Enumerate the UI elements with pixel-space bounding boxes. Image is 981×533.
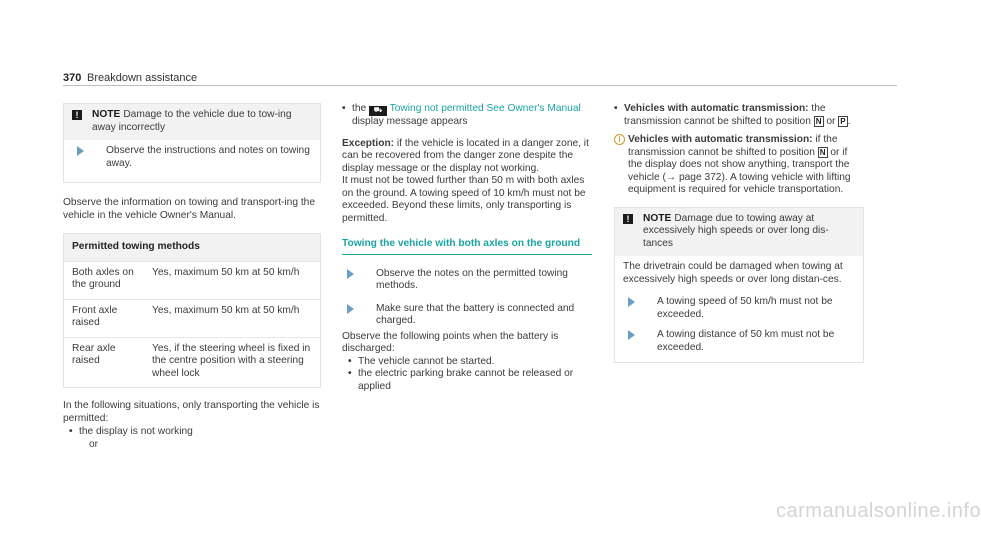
page-number: 370 — [63, 72, 82, 84]
list-item: • The vehicle cannot be started. — [348, 355, 495, 367]
situations-intro: In the following situations, only transporting the vehicle is permitted: — [63, 400, 320, 424]
towing-methods-table — [63, 233, 321, 388]
display-message-link[interactable]: Towing not permitted See Owner's Manual — [389, 103, 581, 114]
info-icon: i — [614, 134, 625, 145]
limits-paragraph: It must not be towed further than 50 m with both axles on the ground. A towing speed of 10 km/h must not be exceeded. Beyond these limits, only transporting is permitted. — [342, 175, 586, 224]
arrow-reference-icon: → — [665, 171, 677, 183]
note-box — [63, 103, 321, 183]
note-header — [615, 208, 863, 257]
gear-n-icon: N — [819, 147, 826, 157]
exception-paragraph: Exception: if the vehicle is located in a danger zone, it can be recovered from the danger zone despite the display message or the display not working. — [342, 137, 589, 174]
arrow-right-icon — [77, 146, 91, 156]
arrow-right-icon — [628, 330, 642, 340]
note-title: NOTE — [92, 109, 121, 120]
note-title: NOTE — [643, 212, 672, 224]
instruction-step: Observe the notes on the permitted towing methods. — [342, 268, 594, 293]
note-header — [64, 104, 320, 140]
note-text: Damage to the vehicle due to tow-ing away incorrectly — [92, 109, 292, 133]
discharged-intro: Observe the following points when the battery is discharged: — [342, 330, 559, 354]
column-2 — [342, 103, 594, 393]
list-item: • the ⛟ Towing not permitted See Owner's Manual display message appears — [342, 103, 581, 127]
car-tow-icon: ⛟ — [369, 106, 387, 116]
gear-n-icon: N — [815, 116, 822, 126]
list-item: • the display is not working — [69, 426, 193, 437]
gear-p-icon: P — [840, 116, 846, 126]
instruction-step: Observe the instructions and notes on towing away. — [72, 145, 312, 170]
column-3 — [614, 103, 864, 363]
note-box — [614, 207, 864, 364]
instruction-step: Make sure that the battery is connected and charged. — [342, 303, 594, 328]
watermark: carmanualsonline.info — [776, 500, 981, 522]
warning-icon: ! — [623, 214, 633, 224]
arrow-right-icon — [628, 297, 642, 307]
steps-list — [342, 268, 594, 328]
warning-icon: ! — [72, 110, 82, 120]
note-body: The drivetrain could be damaged when towing at excessively high speeds or over long distan-ces. A towing speed of 50 km/h must not be exceeded. A towing distance of 50 km must not be exceeded. — [615, 256, 863, 362]
section-subheading: Towing the vehicle with both axles on the ground — [342, 238, 592, 255]
note-body — [64, 140, 320, 182]
table-heading: Permitted towing methods — [64, 234, 320, 261]
instruction-step: A towing distance of 50 km must not be exceeded. — [623, 329, 855, 354]
info-item: i Vehicles with automatic transmission: if the transmission cannot be shifted to position N or if the display does not show anything, transport the vehicle (→ page 372). A towing vehicle with lifting equipment is required for vehicle transportation. — [614, 134, 864, 197]
arrow-right-icon — [347, 304, 361, 314]
list-item: • the electric parking brake cannot be released or applied — [348, 368, 574, 392]
section-title: Breakdown assistance — [87, 72, 198, 84]
header-rule — [63, 85, 897, 86]
instruction-step: A towing speed of 50 km/h must not be exceeded. — [623, 296, 855, 321]
or-label: or — [89, 438, 99, 450]
table-row: Rear axle raised Yes, if the steering wheel is fixed in the centre position with a steering wheel lock — [64, 337, 320, 388]
table-row: Both axles on the ground Yes, maximum 50 km at 50 km/h — [64, 261, 320, 299]
arrow-right-icon — [347, 269, 361, 279]
note-text: Damage due to towing away at excessively high speeds or over long dis-tances — [643, 212, 829, 249]
list-item: • Vehicles with automatic transmission: the transmission cannot be shifted to position N or P . — [614, 103, 851, 127]
column-1 — [63, 103, 321, 451]
page-reference-link[interactable]: page 372 — [678, 171, 722, 183]
table-row: Front axle raised Yes, maximum 50 km at 50 km/h — [64, 299, 320, 337]
intro-paragraph: Observe the information on towing and transport-ing the vehicle in the vehicle Owner's Manual. — [63, 197, 316, 221]
